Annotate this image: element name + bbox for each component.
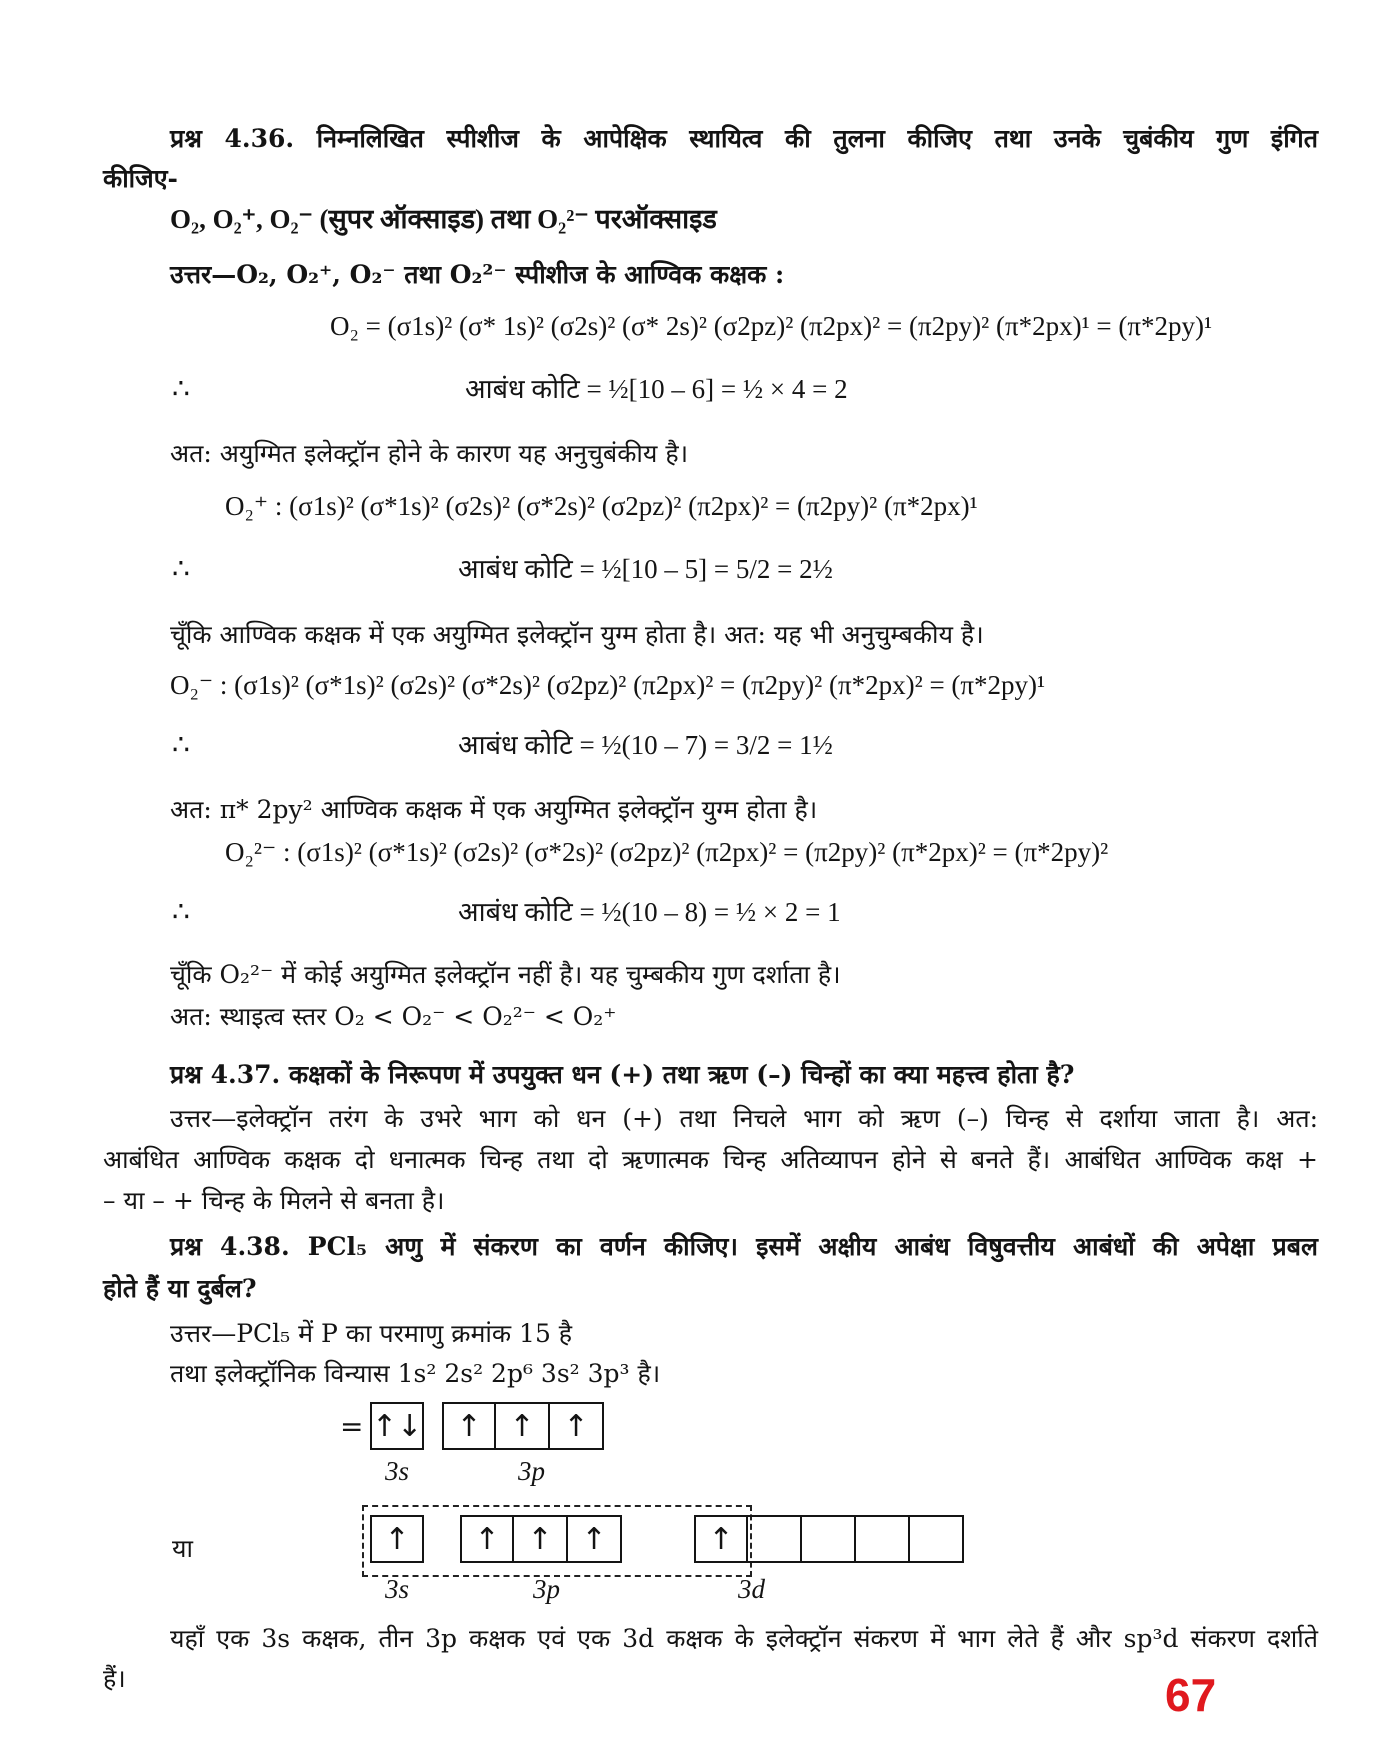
- o2-bond-order: आबंध कोटि = ½[10 – 6] = ½ × 4 = 2: [465, 374, 848, 404]
- ground-3s-boxes: [370, 1402, 424, 1450]
- label-3d: 3d: [738, 1574, 765, 1604]
- excited-3p-boxes: [460, 1515, 622, 1563]
- o2-2minus-configuration: O₂²⁻ : (σ1s)² (σ*1s)² (σ2s)² (σ*2s)² (σ2pz)² (π2px)² = (π2py)² (π*2px)² = (π*2py)²: [225, 837, 1109, 867]
- conclusion-4-38-line-2: हैं।: [103, 1664, 126, 1693]
- question-4-38-line-2: होते हैं या दुर्बल?: [103, 1274, 257, 1303]
- orbital-box: [856, 1515, 910, 1563]
- o2-configuration: O₂ = (σ1s)² (σ* 1s)² (σ2s)² (σ* 2s)² (σ2pz)² (π2px)² = (π2py)² (π*2px)¹ = (π*2py)¹: [330, 311, 1213, 341]
- orbital-box: [802, 1515, 856, 1563]
- species-list: O₂, O₂⁺, O₂⁻ (सुपर ऑक्साइड) तथा O₂²⁻ परऑक्साइड: [170, 204, 717, 234]
- o2-2minus-bond-order: आबंध कोटि = ½(10 – 8) = ½ × 2 = 1: [458, 897, 841, 927]
- orbital-box: ↑: [514, 1515, 568, 1563]
- orbital-box: ↑: [694, 1515, 748, 1563]
- therefore-symbol: ∴: [172, 372, 190, 405]
- question-4-36-line-1: प्रश्न 4.36. निम्नलिखित स्पीशीज के आपेक्षिक स्थायित्व की तुलना कीजिए तथा उनके चुबंकीय गुण इंगित: [170, 124, 1318, 153]
- answer-intro: उत्तर—O₂, O₂⁺, O₂⁻ तथा O₂²⁻ स्पीशीज के आण्विक कक्षक :: [170, 260, 785, 289]
- question-4-38-line-1: प्रश्न 4.38. PCl₅ अणु में संकरण का वर्णन कीजिए। इसमें अक्षीय आबंध विषुवत्तीय आबंधों की अपेक्षा प्रबल: [170, 1232, 1318, 1261]
- orbital-box: ↑: [460, 1515, 514, 1563]
- excited-3d-boxes: [694, 1515, 964, 1563]
- orbital-box: ↑: [550, 1402, 604, 1450]
- o2-minus-conclusion: अत: π* 2py² आण्विक कक्षक में एक अयुग्मित इलेक्ट्रॉन युग्म होता है।: [170, 795, 818, 824]
- orbital-box: ↑: [496, 1402, 550, 1450]
- orbital-box: ↑: [568, 1515, 622, 1563]
- orbital-box: ↑: [370, 1515, 424, 1563]
- answer-4-37-line-3: – या – + चिन्ह के मिलने से बनता है।: [103, 1186, 445, 1215]
- therefore-symbol: ∴: [172, 728, 190, 761]
- o2-plus-configuration: O₂⁺ : (σ1s)² (σ*1s)² (σ2s)² (σ*2s)² (σ2pz)² (π2px)² = (π2py)² (π*2px)¹: [225, 491, 978, 521]
- o2-2minus-conclusion: चूँकि O₂²⁻ में कोई अयुग्मित इलेक्ट्रॉन नहीं है। यह चुम्बकीय गुण दर्शाता है।: [170, 960, 841, 989]
- answer-4-38-line-1: उत्तर—PCl₅ में P का परमाणु क्रमांक 15 है: [170, 1319, 573, 1348]
- label-3s: 3s: [385, 1574, 410, 1604]
- orbital-box: ↑: [442, 1402, 496, 1450]
- o2-conclusion: अत: अयुग्मित इलेक्ट्रॉन होने के कारण यह अनुचुबंकीय है।: [170, 439, 689, 468]
- orbital-box: [748, 1515, 802, 1563]
- o2-minus-configuration: O₂⁻ : (σ1s)² (σ*1s)² (σ2s)² (σ*2s)² (σ2pz)² (π2px)² = (π2py)² (π*2px)² = (π*2py)¹: [170, 670, 1046, 700]
- label-3p: 3p: [533, 1574, 560, 1604]
- question-4-37: प्रश्न 4.37. कक्षकों के निरूपण में उपयुक्त धन (+) तथा ऋण (–) चिन्हों का क्या महत्त्व होता है?: [170, 1060, 1075, 1089]
- ground-3p-boxes: [442, 1402, 604, 1450]
- orbital-box: ↑↓: [370, 1402, 424, 1450]
- o2-plus-conclusion: चूँकि आण्विक कक्षक में एक अयुग्मित इलेक्ट्रॉन युग्म होता है। अत: यह भी अनुचुम्बकीय है।: [170, 620, 984, 649]
- therefore-symbol: ∴: [172, 552, 190, 585]
- answer-4-37-line-2: आबंधित आण्विक कक्षक दो धनात्मक चिन्ह तथा दो ऋणात्मक चिन्ह अतिव्यापन होने से बनते हैं। आबंधित आण्विक कक्ष +: [103, 1145, 1318, 1174]
- therefore-symbol: ∴: [172, 895, 190, 928]
- label-3p: 3p: [518, 1456, 545, 1486]
- label-3s: 3s: [385, 1456, 410, 1486]
- or-label: या: [172, 1534, 193, 1563]
- question-4-36-line-2: कीजिए-: [103, 164, 178, 193]
- page-number: 67: [1165, 1669, 1217, 1721]
- stability-order: अत: स्थाइत्व स्तर O₂ < O₂⁻ < O₂²⁻ < O₂⁺: [170, 1002, 617, 1031]
- answer-4-37-line-1: उत्तर—इलेक्ट्रॉन तरंग के उभरे भाग को धन (+) तथा निचले भाग को ऋण (–) चिन्ह से दर्शाया जाता है। अत:: [170, 1104, 1318, 1133]
- o2-plus-bond-order: आबंध कोटि = ½[10 – 5] = 5/2 = 2½: [458, 554, 833, 584]
- conclusion-4-38-line-1: यहाँ एक 3s कक्षक, तीन 3p कक्षक एवं एक 3d कक्षक के इलेक्ट्रॉन संकरण में भाग लेते हैं और sp³d संकरण दर्शाते: [170, 1624, 1318, 1653]
- excited-3s-boxes: [370, 1515, 424, 1563]
- orbital-box: [910, 1515, 964, 1563]
- equals-sign: =: [340, 1410, 364, 1443]
- answer-4-38-line-2: तथा इलेक्ट्रॉनिक विन्यास 1s² 2s² 2p⁶ 3s² 3p³ है।: [170, 1359, 661, 1388]
- o2-minus-bond-order: आबंध कोटि = ½(10 – 7) = 3/2 = 1½: [458, 730, 833, 760]
